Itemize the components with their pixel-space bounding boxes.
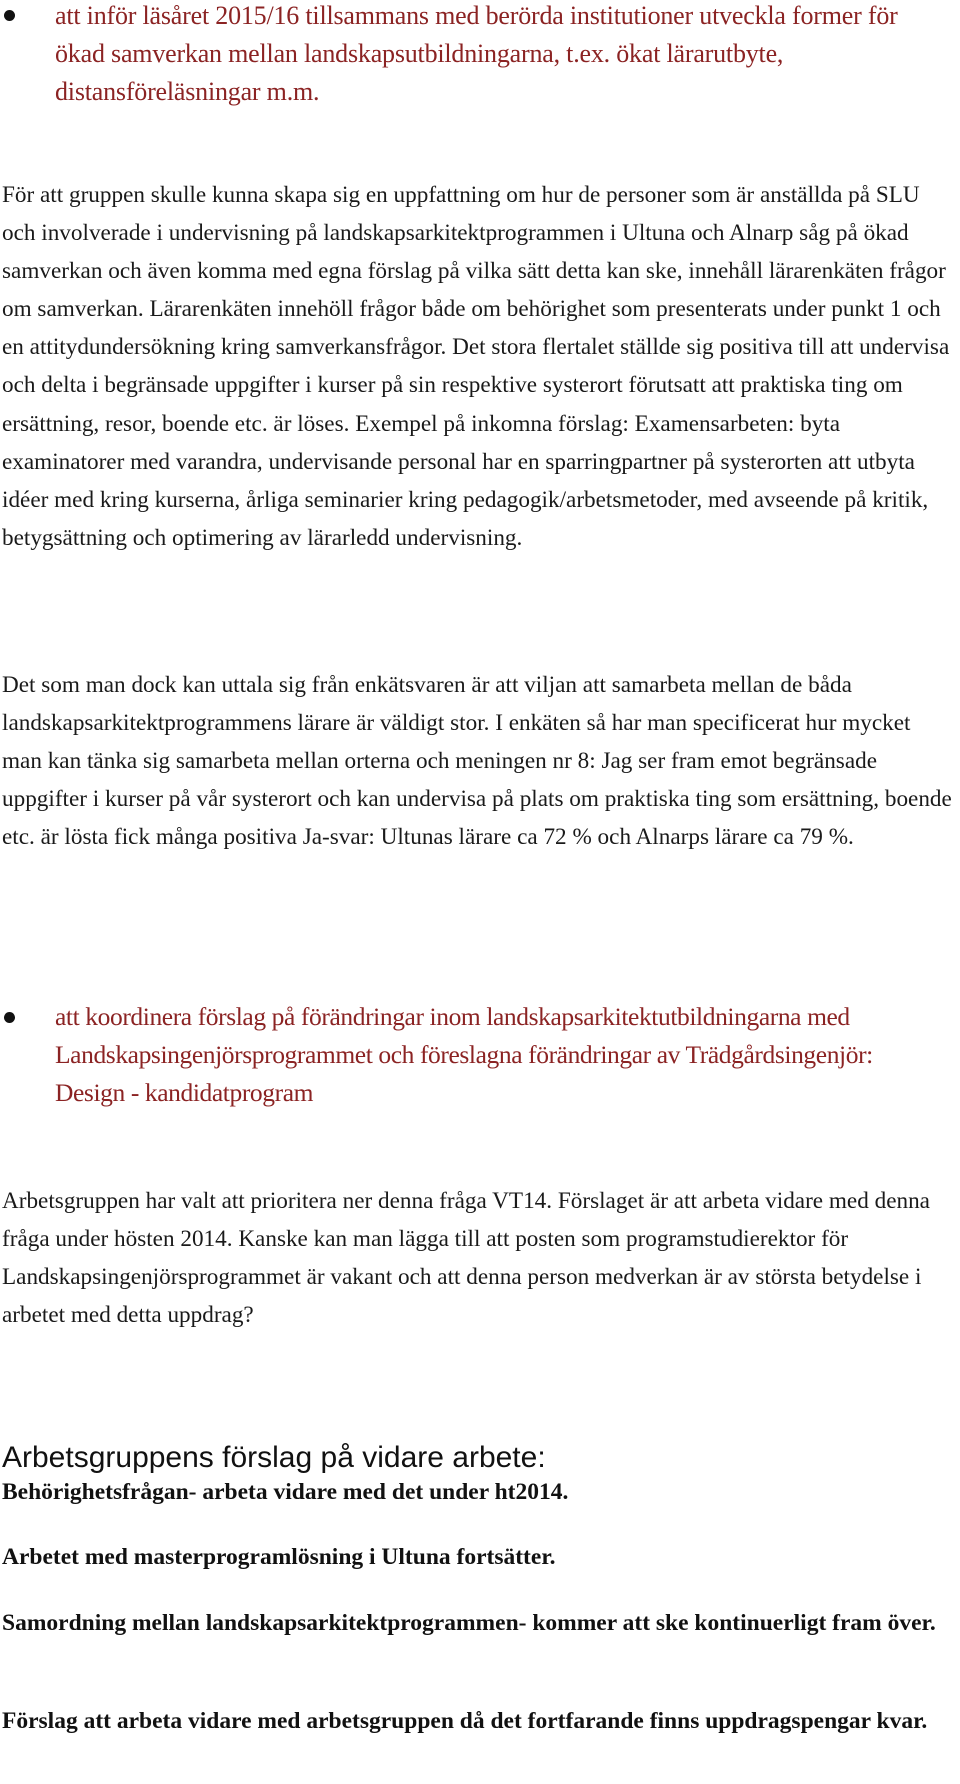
paragraph-results: Det som man dock kan uttala sig från enkätsvaren är att viljan att samarbeta mellan de båda landskapsarkitektprogrammens lärare är väldigt stor. I enkäten så har man specificerat hur mycket man kan tänka sig samarbeta mellan orterna och meningen nr 8: Jag ser fram emot begränsade uppgifter i kurser på vår systerort och kan undervisa på plats om praktiska ting som ersättning, boende etc. är lösta fick många positiva Ja-svar: Ultunas lärare ca 72 % och Alnarps lärare ca 79 %. — [2, 672, 952, 851]
bullet-item-2 — [0, 998, 945, 1112]
paragraph-survey: För att gruppen skulle kunna skapa sig en uppfattning om hur de personer som är anställda på SLU och involverade i undervisning på landskapsarkitektprogrammen i Ultuna och Alnarp såg på ökad samverkan och även komma med egna förslag på vilka sätt detta kan ske, innehåll lärarenkäten frågor om samverkan. Lärarenkäten innehöll frågor både om behörighet som presenterats under punkt 1 och en attitydundersökning kring samverkansfrågor. Det stora flertalet ställde sig positiva till att undervisa och delta i begränsade uppgifter i kurser på sin respektive systerort förutsatt att praktiska ting om ersättning, resor, boende etc. är löses. Exempel på inkomna förslag: Examensarbeten: byta examinatorer med varandra, undervisande personal har en sparringpartner på systerorten att utbyta idéer med kring kurserna, årliga seminarier kring pedagogik/arbetsmetoder, med avseende på kritik, betygsättning och optimering av lärarledd undervisning. — [2, 182, 950, 551]
bullet-item-1 — [0, 0, 945, 111]
bullet-dot — [0, 0, 55, 21]
bullet-text-1: att inför läsåret 2015/16 tillsammans med berörda institutioner utveckla former för ökad samverkan mellan landskapsutbildningarna, t.ex. ökat lärarutbyte, distansföreläsningar m.m. — [55, 1, 898, 106]
bullet-dot — [0, 998, 55, 1023]
bullet-text-2: att koordinera förslag på förändringar inom landskapsarkitektutbildningarna med Landskapsingenjörsprogrammet och föreslagna förändringar av Trädgårdsingenjör: Design - kandidatprogram — [55, 1002, 873, 1107]
paragraph-priority: Arbetsgruppen har valt att prioritera ner denna fråga VT14. Förslaget är att arbeta vidare med denna fråga under hösten 2014. Kanske kan man lägga till att posten som programstudierektor för Landskapsingenjörsprogrammet är vakant och att denna person medverkan är av största betydelse i arbetet med detta uppdrag? — [2, 1188, 930, 1329]
proposal-item-4: Förslag att arbeta vidare med arbetsgruppen då det fortfarande finns uppdragspengar kvar. — [2, 1708, 928, 1734]
proposal-item-1: Behörighetsfrågan- arbeta vidare med det under ht2014. — [2, 1479, 569, 1505]
proposal-item-3: Samordning mellan landskapsarkitektprogrammen- kommer att ske kontinuerligt fram över. — [2, 1610, 936, 1636]
section-heading: Arbetsgruppens förslag på vidare arbete: — [2, 1441, 546, 1474]
proposal-item-2: Arbetet med masterprogramlösning i Ultuna fortsätter. — [2, 1544, 556, 1570]
